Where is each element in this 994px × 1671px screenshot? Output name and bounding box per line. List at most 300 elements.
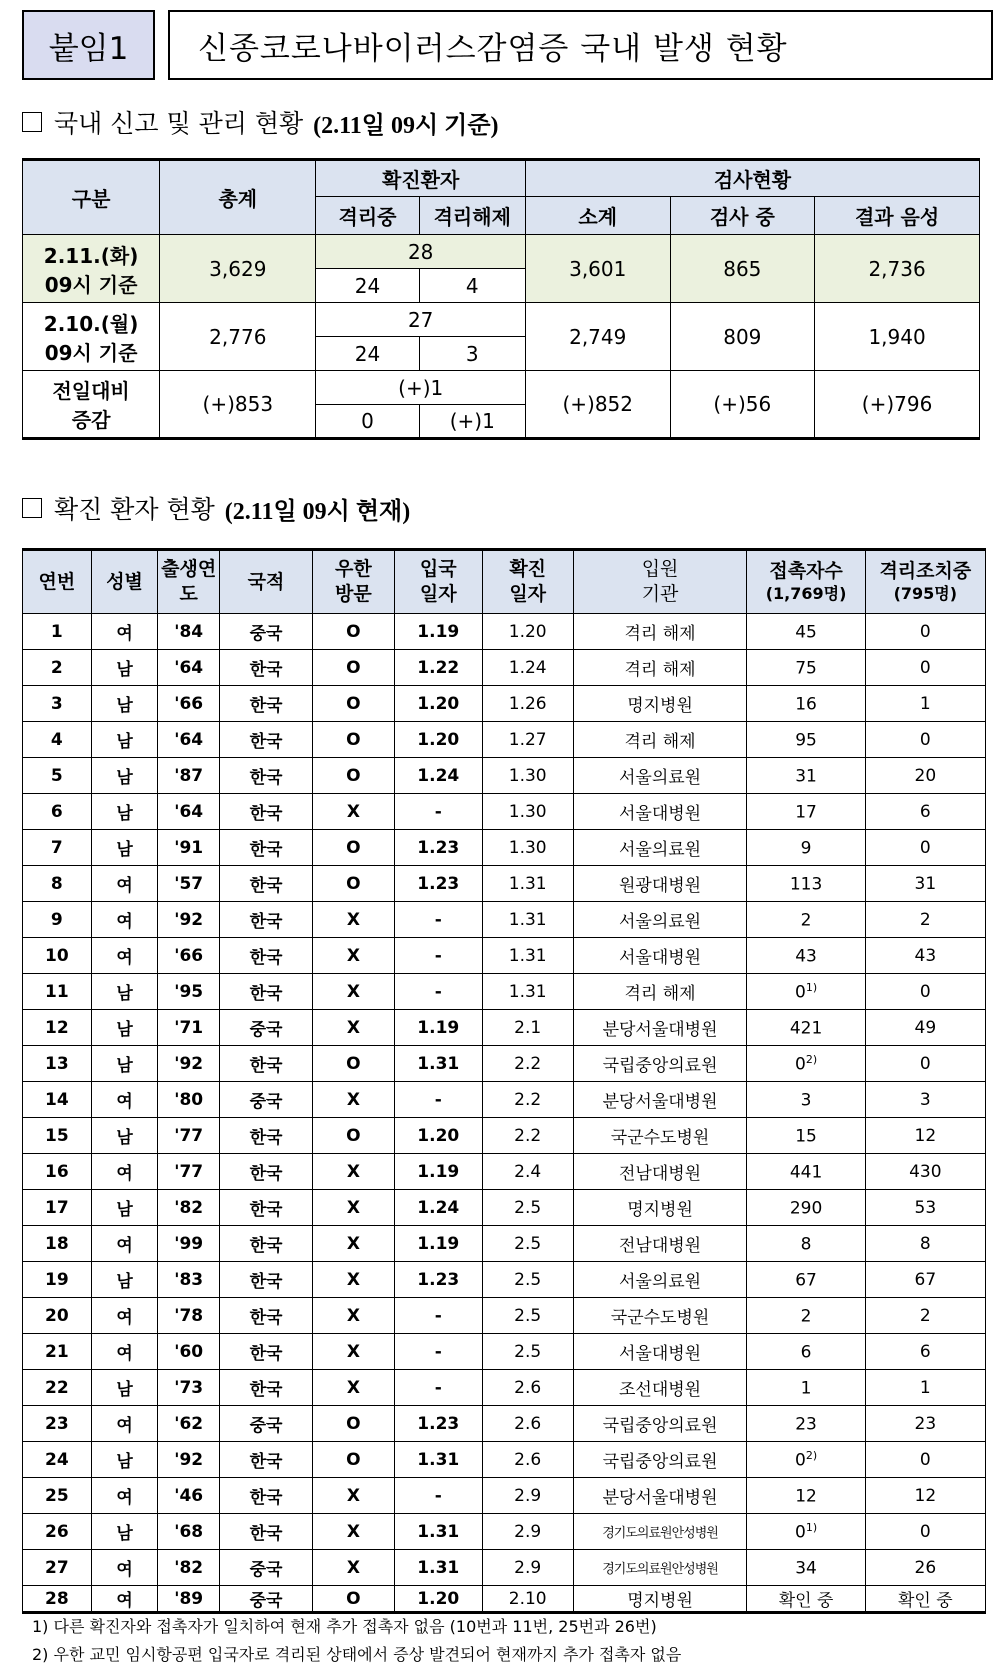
birth-cell: '62 — [158, 1406, 220, 1442]
confirmed-date-cell: 2.4 — [482, 1154, 573, 1190]
sex-cell: 남 — [91, 1190, 158, 1226]
contacts-cell: 34 — [747, 1550, 865, 1586]
confirmed-date-cell: 1.31 — [482, 938, 573, 974]
sex-cell: 여 — [91, 938, 158, 974]
quarantined-cell: 0 — [865, 650, 985, 686]
table-row — [23, 1082, 986, 1118]
hospital-cell: 국립중앙의료원 — [573, 1046, 747, 1082]
sex-cell: 여 — [91, 1154, 158, 1190]
nation-cell: 한국 — [220, 1370, 313, 1406]
hospital-cell: 조선대병원 — [573, 1370, 747, 1406]
header-quarantined: 격리조치중 (795명) — [865, 550, 985, 614]
quarantined-cell: 53 — [865, 1190, 985, 1226]
entry-date-cell: - — [394, 1370, 482, 1406]
nation-cell: 한국 — [220, 686, 313, 722]
released-cell: 4 — [419, 269, 525, 303]
checkbox-square-icon — [22, 112, 42, 132]
wuhan-visit-cell: X — [312, 1370, 394, 1406]
no-cell: 17 — [23, 1190, 92, 1226]
no-cell: 28 — [23, 1586, 92, 1613]
no-cell: 3 — [23, 686, 92, 722]
header-hospital: 입원 기관 — [573, 550, 747, 614]
isolating-cell: 24 — [316, 337, 419, 371]
sex-cell: 남 — [91, 686, 158, 722]
no-cell: 14 — [23, 1082, 92, 1118]
no-cell: 21 — [23, 1334, 92, 1370]
sex-cell: 여 — [91, 1586, 158, 1613]
confirmed-date-cell: 2.2 — [482, 1118, 573, 1154]
birth-cell: '95 — [158, 974, 220, 1010]
contacts-cell: 2 — [747, 902, 865, 938]
table-row — [23, 1226, 986, 1262]
section2-title: 확진 환자 현황 — [54, 495, 215, 524]
entry-date-cell: - — [394, 938, 482, 974]
hospital-cell: 서울의료원 — [573, 1262, 747, 1298]
birth-cell: '89 — [158, 1586, 220, 1613]
entry-date-cell: 1.22 — [394, 650, 482, 686]
wuhan-visit-cell: O — [312, 1406, 394, 1442]
entry-date-cell: 1.31 — [394, 1442, 482, 1478]
table-row — [23, 614, 986, 650]
contacts-cell: 45 — [747, 614, 865, 650]
contacts-cell: 확인 중 — [747, 1586, 865, 1613]
hospital-cell: 명지병원 — [573, 1586, 747, 1613]
quarantined-cell: 23 — [865, 1406, 985, 1442]
hospital-cell: 명지병원 — [573, 1190, 747, 1226]
header-isolating: 격리중 — [316, 197, 419, 235]
header-entry-date: 입국 일자 — [394, 550, 482, 614]
confirmed-date-cell: 1.20 — [482, 614, 573, 650]
nation-cell: 한국 — [220, 1478, 313, 1514]
table-row — [23, 650, 986, 686]
nation-cell: 중국 — [220, 1082, 313, 1118]
quarantined-cell: 0 — [865, 722, 985, 758]
birth-cell: '77 — [158, 1118, 220, 1154]
header-subtotal: 소계 — [525, 197, 670, 235]
nation-cell: 한국 — [220, 650, 313, 686]
footnote-marker: 1) — [805, 980, 818, 994]
no-cell: 2 — [23, 650, 92, 686]
total-cell: 2,776 — [160, 303, 316, 371]
hospital-cell: 국군수도병원 — [573, 1118, 747, 1154]
sex-cell: 여 — [91, 866, 158, 902]
birth-cell: '92 — [158, 1442, 220, 1478]
table-row — [23, 1586, 986, 1613]
quarantined-cell: 6 — [865, 1334, 985, 1370]
nation-cell: 한국 — [220, 938, 313, 974]
quarantined-cell: 26 — [865, 1550, 985, 1586]
confirmed-date-cell: 2.2 — [482, 1046, 573, 1082]
confirmed-date-cell: 2.6 — [482, 1370, 573, 1406]
nation-cell: 중국 — [220, 1586, 313, 1613]
entry-date-cell: - — [394, 1082, 482, 1118]
hospital-cell: 국립중앙의료원 — [573, 1406, 747, 1442]
no-cell: 11 — [23, 974, 92, 1010]
no-cell: 13 — [23, 1046, 92, 1082]
confirmed-patients-table — [22, 548, 986, 1614]
header-released: 격리해제 — [419, 197, 525, 235]
sex-cell: 남 — [91, 758, 158, 794]
sex-cell: 여 — [91, 1550, 158, 1586]
quarantined-cell: 12 — [865, 1118, 985, 1154]
nation-cell: 한국 — [220, 1046, 313, 1082]
contacts-cell: 0$^{2)}$ — [747, 1046, 865, 1082]
section1-title: 국내 신고 및 관리 현황 — [54, 109, 304, 138]
entry-date-cell: 1.19 — [394, 614, 482, 650]
contacts-cell: 0$^{2)}$ — [747, 1442, 865, 1478]
no-cell: 9 — [23, 902, 92, 938]
quarantined-cell: 20 — [865, 758, 985, 794]
hospital-cell: 명지병원 — [573, 686, 747, 722]
confirmed-date-cell: 1.30 — [482, 758, 573, 794]
footnote-marker: 2) — [805, 1448, 818, 1462]
wuhan-visit-cell: X — [312, 1010, 394, 1046]
table-row — [23, 1514, 986, 1550]
hospital-cell: 경기도의료원안성병원 — [573, 1514, 747, 1550]
nation-cell: 한국 — [220, 1154, 313, 1190]
entry-date-cell: 1.20 — [394, 722, 482, 758]
no-cell: 16 — [23, 1154, 92, 1190]
no-cell: 18 — [23, 1226, 92, 1262]
quarantined-cell: 0 — [865, 1442, 985, 1478]
header-contacts: 접촉자수 (1,769명) — [747, 550, 865, 614]
table-row — [23, 758, 986, 794]
birth-cell: '68 — [158, 1514, 220, 1550]
confirmed-date-cell: 2.1 — [482, 1010, 573, 1046]
no-cell: 25 — [23, 1478, 92, 1514]
page-title: 신종코로나바이러스감염증 국내 발생 현황 — [168, 10, 993, 80]
confirmed-date-cell: 2.6 — [482, 1406, 573, 1442]
wuhan-visit-cell: O — [312, 758, 394, 794]
birth-cell: '46 — [158, 1478, 220, 1514]
wuhan-visit-cell: X — [312, 1550, 394, 1586]
header-in-test: 검사 중 — [670, 197, 815, 235]
confirmed-date-cell: 2.5 — [482, 1334, 573, 1370]
entry-date-cell: - — [394, 1334, 482, 1370]
table-row — [23, 1442, 986, 1478]
contacts-cell: 23 — [747, 1406, 865, 1442]
table-row — [23, 686, 986, 722]
nation-cell: 한국 — [220, 758, 313, 794]
sex-cell: 남 — [91, 830, 158, 866]
hospital-cell: 서울의료원 — [573, 758, 747, 794]
sex-cell: 여 — [91, 1082, 158, 1118]
entry-date-cell: 1.31 — [394, 1550, 482, 1586]
wuhan-visit-cell: X — [312, 1190, 394, 1226]
table-row — [23, 1370, 986, 1406]
entry-date-cell: - — [394, 1478, 482, 1514]
header-no: 연번 — [23, 550, 92, 614]
footnote-2: 2) 우한 교민 임시항공편 입국자로 격리된 상태에서 증상 발견되어 현재까지 추가 접촉자 없음 — [32, 1645, 682, 1664]
hospital-cell: 격리 해제 — [573, 974, 747, 1010]
quarantined-cell: 43 — [865, 938, 985, 974]
checkbox-square-icon — [22, 498, 42, 518]
in-test-cell: 865 — [670, 235, 815, 303]
entry-date-cell: 1.24 — [394, 1190, 482, 1226]
row-label: 2.10.(월) 09시 기준 — [23, 303, 160, 371]
table-row — [23, 1298, 986, 1334]
contacts-cell: 6 — [747, 1334, 865, 1370]
section2-heading — [22, 490, 410, 526]
no-cell: 5 — [23, 758, 92, 794]
nation-cell: 한국 — [220, 1226, 313, 1262]
sex-cell: 남 — [91, 1442, 158, 1478]
nation-cell: 한국 — [220, 1262, 313, 1298]
birth-cell: '71 — [158, 1010, 220, 1046]
contacts-cell: 441 — [747, 1154, 865, 1190]
entry-date-cell: 1.20 — [394, 1118, 482, 1154]
contacts-cell: 9 — [747, 830, 865, 866]
wuhan-visit-cell: X — [312, 1298, 394, 1334]
wuhan-visit-cell: X — [312, 1082, 394, 1118]
quarantined-cell: 12 — [865, 1478, 985, 1514]
quarantined-cell: 0 — [865, 1046, 985, 1082]
hospital-cell: 국립중앙의료원 — [573, 1442, 747, 1478]
contacts-cell: 1 — [747, 1370, 865, 1406]
header-testing: 검사현황 — [525, 160, 979, 197]
birth-cell: '78 — [158, 1298, 220, 1334]
confirmed-date-cell: 1.26 — [482, 686, 573, 722]
released-cell: (+)1 — [419, 405, 525, 439]
sex-cell: 여 — [91, 1406, 158, 1442]
birth-cell: '77 — [158, 1154, 220, 1190]
hospital-cell: 분당서울대병원 — [573, 1010, 747, 1046]
hospital-cell: 분당서울대병원 — [573, 1082, 747, 1118]
table-row — [23, 722, 986, 758]
no-cell: 10 — [23, 938, 92, 974]
hospital-cell: 서울의료원 — [573, 830, 747, 866]
confirmed-date-cell: 1.31 — [482, 902, 573, 938]
quarantined-cell: 49 — [865, 1010, 985, 1046]
contacts-cell: 3 — [747, 1082, 865, 1118]
entry-date-cell: 1.23 — [394, 866, 482, 902]
nation-cell: 중국 — [220, 1010, 313, 1046]
entry-date-cell: 1.19 — [394, 1010, 482, 1046]
section1-heading — [22, 104, 499, 140]
entry-date-cell: - — [394, 974, 482, 1010]
confirmed-date-cell: 2.9 — [482, 1478, 573, 1514]
birth-cell: '87 — [158, 758, 220, 794]
footnotes — [32, 1613, 681, 1669]
header-birth: 출생연 도 — [158, 550, 220, 614]
row-label: 2.11.(화) 09시 기준 — [23, 235, 160, 303]
confirmed-date-cell: 2.9 — [482, 1550, 573, 1586]
birth-cell: '73 — [158, 1370, 220, 1406]
wuhan-visit-cell: O — [312, 830, 394, 866]
wuhan-visit-cell: O — [312, 1118, 394, 1154]
birth-cell: '64 — [158, 722, 220, 758]
contacts-cell: 0$^{1)}$ — [747, 1514, 865, 1550]
negative-cell: 2,736 — [815, 235, 980, 303]
birth-cell: '66 — [158, 686, 220, 722]
entry-date-cell: - — [394, 1298, 482, 1334]
table-row — [23, 866, 986, 902]
sex-cell: 남 — [91, 722, 158, 758]
table-row — [23, 1154, 986, 1190]
in-test-cell: (+)56 — [670, 371, 815, 439]
no-cell: 22 — [23, 1370, 92, 1406]
contacts-cell: 67 — [747, 1262, 865, 1298]
confirmed-date-cell: 1.31 — [482, 974, 573, 1010]
hospital-cell: 경기도의료원안성병원 — [573, 1550, 747, 1586]
entry-date-cell: 1.20 — [394, 686, 482, 722]
subtotal-cell: 3,601 — [525, 235, 670, 303]
sex-cell: 남 — [91, 1118, 158, 1154]
confirmed-date-cell: 2.10 — [482, 1586, 573, 1613]
table-row — [23, 938, 986, 974]
in-test-cell: 809 — [670, 303, 815, 371]
hospital-cell: 서울대병원 — [573, 794, 747, 830]
quarantined-cell: 2 — [865, 1298, 985, 1334]
confirmed-date-cell: 2.5 — [482, 1226, 573, 1262]
total-cell: (+)853 — [160, 371, 316, 439]
hospital-cell: 분당서울대병원 — [573, 1478, 747, 1514]
no-cell: 4 — [23, 722, 92, 758]
row-label: 전일대비 증감 — [23, 371, 160, 439]
entry-date-cell: 1.20 — [394, 1586, 482, 1613]
table-row — [23, 794, 986, 830]
hospital-cell: 원광대병원 — [573, 866, 747, 902]
wuhan-visit-cell: O — [312, 722, 394, 758]
table-row — [23, 1262, 986, 1298]
nation-cell: 한국 — [220, 902, 313, 938]
wuhan-visit-cell: X — [312, 1478, 394, 1514]
confirmed-date-cell: 2.5 — [482, 1190, 573, 1226]
contacts-cell: 15 — [747, 1118, 865, 1154]
contacts-cell: 421 — [747, 1010, 865, 1046]
hospital-cell: 전남대병원 — [573, 1154, 747, 1190]
total-cell: 3,629 — [160, 235, 316, 303]
nation-cell: 중국 — [220, 1406, 313, 1442]
quarantined-cell: 430 — [865, 1154, 985, 1190]
confirmed-date-cell: 1.30 — [482, 830, 573, 866]
no-cell: 7 — [23, 830, 92, 866]
wuhan-visit-cell: X — [312, 1334, 394, 1370]
subtotal-cell: (+)852 — [525, 371, 670, 439]
no-cell: 12 — [23, 1010, 92, 1046]
contacts-cell: 2 — [747, 1298, 865, 1334]
birth-cell: '84 — [158, 614, 220, 650]
section2-subtitle: (2.11일 09시 현재) — [224, 498, 411, 525]
hospital-cell: 서울대병원 — [573, 938, 747, 974]
quarantined-cell: 3 — [865, 1082, 985, 1118]
confirmed-date-cell: 2.5 — [482, 1262, 573, 1298]
entry-date-cell: - — [394, 794, 482, 830]
no-cell: 8 — [23, 866, 92, 902]
nation-cell: 한국 — [220, 794, 313, 830]
table-row — [23, 902, 986, 938]
entry-date-cell: 1.24 — [394, 758, 482, 794]
no-cell: 15 — [23, 1118, 92, 1154]
no-cell: 6 — [23, 794, 92, 830]
nation-cell: 한국 — [220, 1334, 313, 1370]
quarantined-cell: 31 — [865, 866, 985, 902]
wuhan-visit-cell: O — [312, 650, 394, 686]
sex-cell: 여 — [91, 1226, 158, 1262]
confirmed-cell: 27 — [316, 303, 525, 337]
sex-cell: 남 — [91, 1514, 158, 1550]
hospital-cell: 격리 해제 — [573, 614, 747, 650]
table-row — [23, 1118, 986, 1154]
wuhan-visit-cell: O — [312, 1586, 394, 1613]
header-total: 총계 — [160, 160, 316, 235]
confirmed-date-cell: 1.27 — [482, 722, 573, 758]
contacts-cell: 95 — [747, 722, 865, 758]
wuhan-visit-cell: O — [312, 866, 394, 902]
header-wuhan-visit: 우한 방문 — [312, 550, 394, 614]
quarantined-cell: 0 — [865, 1514, 985, 1550]
nation-cell: 한국 — [220, 1190, 313, 1226]
nation-cell: 중국 — [220, 614, 313, 650]
quarantined-cell: 1 — [865, 686, 985, 722]
birth-cell: '83 — [158, 1262, 220, 1298]
entry-date-cell: - — [394, 902, 482, 938]
negative-cell: (+)796 — [815, 371, 980, 439]
attachment-badge: 붙임1 — [22, 10, 155, 80]
wuhan-visit-cell: X — [312, 974, 394, 1010]
table-row — [23, 1406, 986, 1442]
wuhan-visit-cell: X — [312, 1262, 394, 1298]
wuhan-visit-cell: X — [312, 1226, 394, 1262]
confirmed-cell: (+)1 — [316, 371, 525, 405]
header-nation: 국적 — [220, 550, 313, 614]
contacts-cell: 17 — [747, 794, 865, 830]
sex-cell: 남 — [91, 1010, 158, 1046]
sex-cell: 남 — [91, 650, 158, 686]
birth-cell: '82 — [158, 1550, 220, 1586]
nation-cell: 한국 — [220, 866, 313, 902]
birth-cell: '64 — [158, 794, 220, 830]
birth-cell: '80 — [158, 1082, 220, 1118]
domestic-report-table — [22, 158, 980, 440]
confirmed-date-cell: 2.5 — [482, 1298, 573, 1334]
confirmed-cell: 28 — [316, 235, 525, 269]
quarantined-cell: 67 — [865, 1262, 985, 1298]
wuhan-visit-cell: X — [312, 794, 394, 830]
wuhan-visit-cell: X — [312, 902, 394, 938]
wuhan-visit-cell: O — [312, 614, 394, 650]
birth-cell: '66 — [158, 938, 220, 974]
header-sex: 성별 — [91, 550, 158, 614]
table-row — [23, 1550, 986, 1586]
confirmed-date-cell: 1.31 — [482, 866, 573, 902]
no-cell: 23 — [23, 1406, 92, 1442]
quarantined-cell: 8 — [865, 1226, 985, 1262]
quarantined-cell: 0 — [865, 614, 985, 650]
quarantined-cell: 0 — [865, 974, 985, 1010]
nation-cell: 한국 — [220, 1298, 313, 1334]
birth-cell: '57 — [158, 866, 220, 902]
nation-cell: 한국 — [220, 722, 313, 758]
nation-cell: 한국 — [220, 974, 313, 1010]
footnote-marker: 1) — [805, 1520, 818, 1534]
entry-date-cell: 1.31 — [394, 1514, 482, 1550]
table-row — [23, 974, 986, 1010]
entry-date-cell: 1.31 — [394, 1046, 482, 1082]
birth-cell: '60 — [158, 1334, 220, 1370]
sex-cell: 여 — [91, 1298, 158, 1334]
hospital-cell: 서울의료원 — [573, 902, 747, 938]
negative-cell: 1,940 — [815, 303, 980, 371]
isolating-cell: 24 — [316, 269, 419, 303]
nation-cell: 한국 — [220, 1442, 313, 1478]
quarantined-cell: 0 — [865, 830, 985, 866]
quarantined-cell: 확인 중 — [865, 1586, 985, 1613]
sex-cell: 남 — [91, 1046, 158, 1082]
nation-cell: 한국 — [220, 1514, 313, 1550]
sex-cell: 여 — [91, 902, 158, 938]
confirmed-date-cell: 1.24 — [482, 650, 573, 686]
